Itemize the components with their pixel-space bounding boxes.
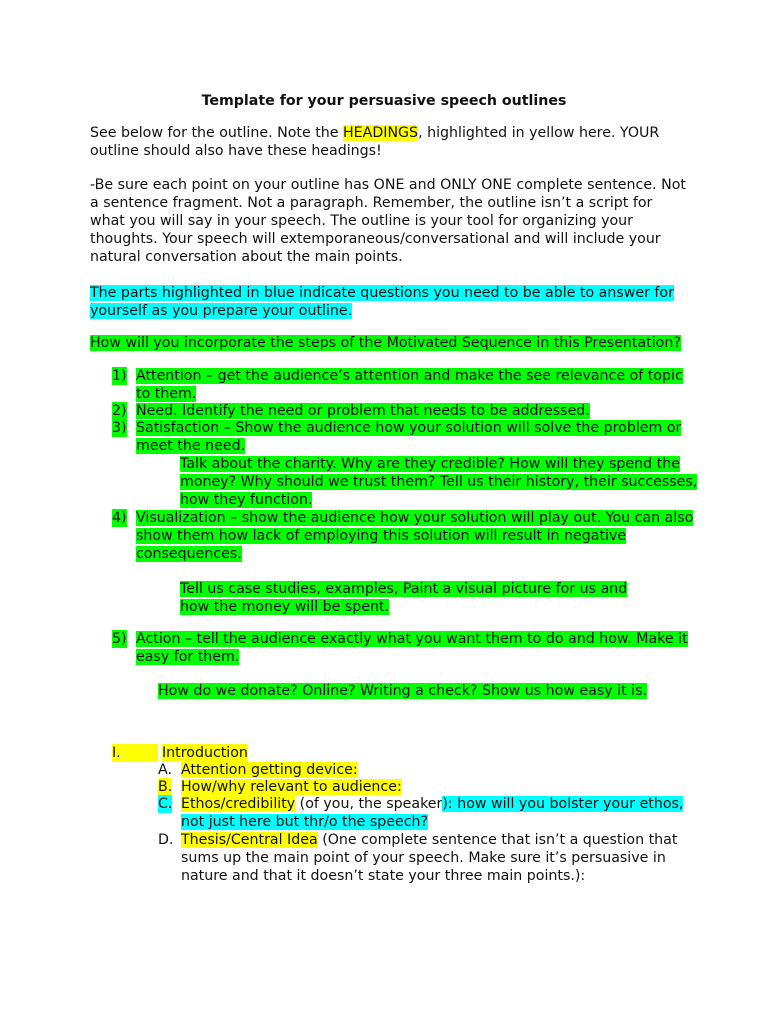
step-text-wrap bbox=[136, 367, 696, 403]
item-letter: D. bbox=[158, 832, 174, 848]
outline-item-ethos bbox=[0, 795, 768, 831]
headings-highlight: HEADINGS bbox=[343, 125, 419, 141]
document-title: Template for your persuasive speech outlines bbox=[201, 93, 567, 109]
item-text-wrap bbox=[181, 795, 701, 831]
step-visualization bbox=[0, 509, 768, 563]
outline-introduction-heading bbox=[0, 744, 768, 762]
item-text-wrap bbox=[181, 761, 701, 779]
item-letter: C. bbox=[158, 796, 173, 812]
intro-text-before: See below for the outline. Note the bbox=[90, 125, 343, 141]
step-text-wrap bbox=[136, 630, 696, 666]
intro-text-after: , highlighted in yellow here. YOUR outline should also have these headings! bbox=[90, 125, 660, 159]
satisfaction-note bbox=[180, 455, 700, 509]
outline-item-relevance bbox=[0, 778, 768, 796]
blue-note-paragraph bbox=[90, 284, 690, 320]
note-text: Tell us case studies, examples, Paint a visual picture for us and how the money will be spent. bbox=[180, 581, 628, 615]
step-text: Satisfaction – Show the audience how your solution will solve the problem or meet the need. bbox=[136, 420, 682, 454]
item-plain-text: (of you, the speaker bbox=[295, 796, 443, 812]
step-number: 1) bbox=[112, 368, 127, 384]
blue-note-text: The parts highlighted in blue indicate questions you need to be able to answer for yourself as you prepare your outline. bbox=[90, 285, 674, 319]
step-action bbox=[0, 630, 768, 666]
step-text: Need. Identify the need or problem that needs to be addressed. bbox=[136, 403, 590, 419]
item-text-wrap bbox=[181, 778, 701, 796]
question-text: How will you incorporate the steps of the Motivated Sequence in this Presentation? bbox=[90, 335, 681, 351]
visualization-note bbox=[180, 580, 660, 616]
step-attention bbox=[0, 367, 768, 407]
step-text: Attention – get the audience’s attention and make the see relevance of topic to them. bbox=[136, 368, 683, 402]
step-text-wrap bbox=[136, 509, 696, 563]
introduction-label: Introduction bbox=[162, 745, 248, 761]
step-text: Visualization – show the audience how your solution will play out. You can also show them how lack of employing this solution will result in negative consequences. bbox=[136, 510, 694, 562]
step-number: 5) bbox=[112, 631, 127, 647]
motivated-sequence-question bbox=[90, 334, 690, 352]
step-satisfaction bbox=[0, 419, 768, 455]
step-text: Action – tell the audience exactly what you want them to do and how. Make it easy for them. bbox=[136, 631, 688, 665]
item-letter: A. bbox=[158, 762, 172, 778]
step-number: 2) bbox=[112, 403, 127, 419]
step-text-wrap bbox=[136, 402, 696, 420]
outline-item-attention bbox=[0, 761, 768, 779]
item-plain-text: (One complete sentence that isn’t a question that sums up the main point of your speech. Make sure it’s persuasive in nature and that it doesn’t state your three main points.): bbox=[181, 832, 678, 884]
step-need bbox=[0, 402, 768, 420]
action-note bbox=[158, 682, 698, 700]
item-label: How/why relevant to audience: bbox=[181, 779, 402, 795]
note-text: Talk about the charity. Why are they credible? How will they spend the money? Why should we trust them? Tell us their history, their successes, how they function. bbox=[180, 456, 698, 508]
item-question-text: ): how will you bolster your ethos, not just here but thr/o the speech? bbox=[181, 796, 684, 830]
step-number: 3) bbox=[112, 420, 127, 436]
outline-item-thesis bbox=[0, 831, 768, 885]
item-label: Thesis/Central Idea bbox=[181, 832, 318, 848]
item-letter: B. bbox=[158, 779, 173, 795]
note-text: How do we donate? Online? Writing a check? Show us how easy it is. bbox=[158, 683, 648, 699]
rule-paragraph: -Be sure each point on your outline has ONE and ONLY ONE complete sentence. Not a sentence fragment. Not a paragraph. Remember, the outline isn’t a script for what you will say in your speech. The outline is your tool for organizing your thoughts. Your speech will extemporaneous/conversational and will include your natural conversation about the main points. bbox=[90, 177, 686, 265]
step-text-wrap bbox=[136, 419, 696, 455]
item-text-wrap bbox=[181, 831, 701, 885]
item-label: Ethos/credibility bbox=[181, 796, 296, 812]
step-number: 4) bbox=[112, 510, 127, 526]
item-label: Attention getting device: bbox=[181, 762, 358, 778]
roman-numeral: I. bbox=[112, 744, 158, 762]
intro-paragraph bbox=[90, 124, 690, 160]
